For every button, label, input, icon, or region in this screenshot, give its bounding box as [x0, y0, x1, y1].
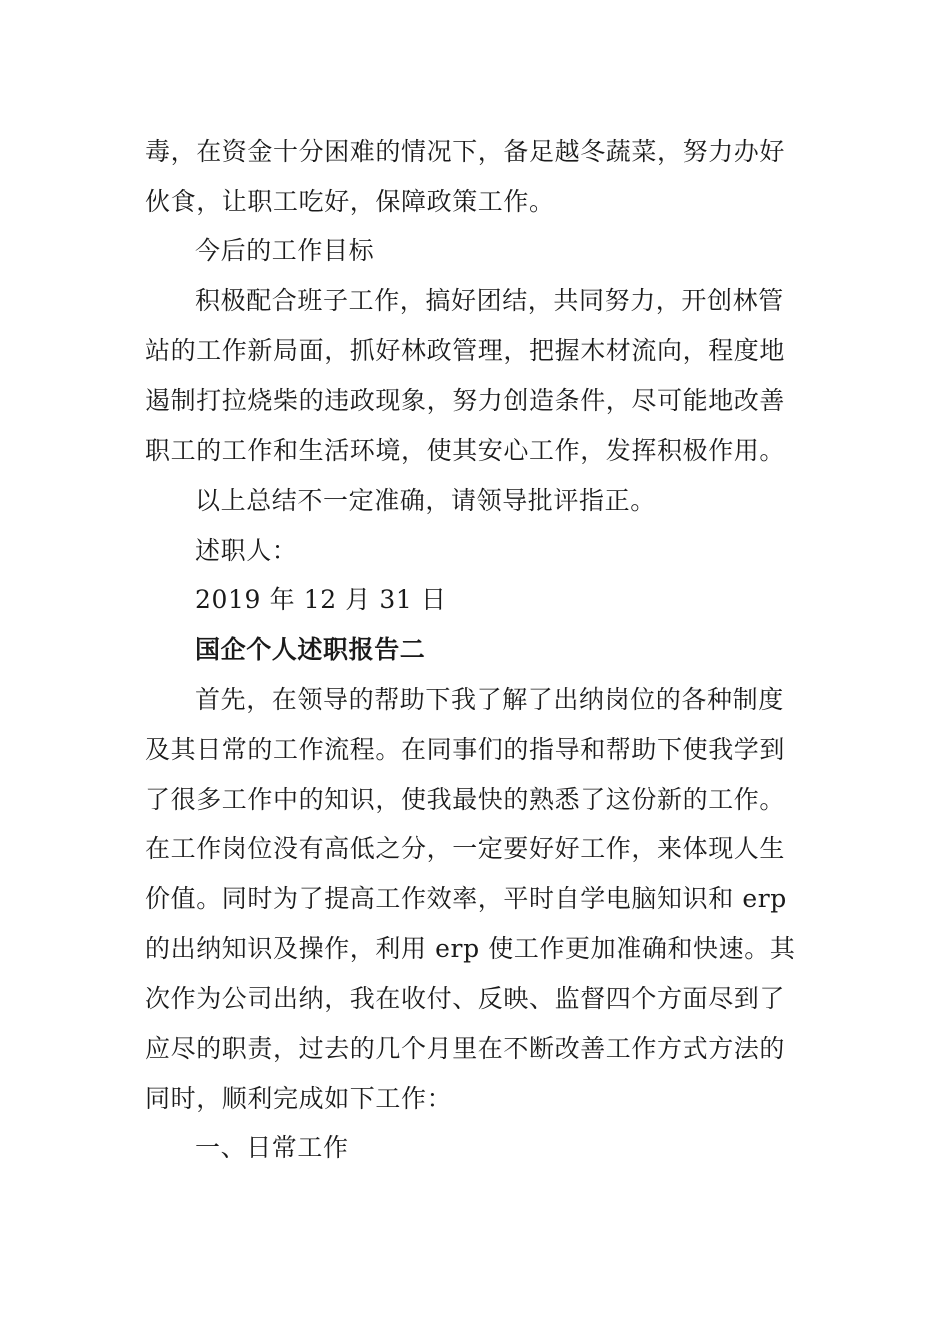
- body-text-line: 的出纳知识及操作，利用 erp 使工作更加准确和快速。其: [145, 934, 796, 963]
- body-text-line: 伙食，让职工吃好，保障政策工作。: [145, 187, 555, 216]
- report-title: 国企个人述职报告二: [195, 635, 426, 664]
- body-text-line: 首先，在领导的帮助下我了解了出纳岗位的各种制度: [195, 685, 784, 714]
- body-text-line: 同时，顺利完成如下工作：: [145, 1084, 453, 1113]
- signature-label: 述职人：: [195, 536, 298, 565]
- body-text-line: 了很多工作中的知识，使我最快的熟悉了这份新的工作。: [145, 785, 786, 814]
- body-text-line: 毒，在资金十分困难的情况下，备足越冬蔬菜，努力办好: [145, 137, 786, 166]
- body-text-line: 站的工作新局面，抓好林政管理，把握木材流向，程度地: [145, 336, 786, 365]
- body-text-line: 职工的工作和生活环境，使其安心工作，发挥积极作用。: [145, 436, 786, 465]
- body-text-line: 应尽的职责，过去的几个月里在不断改善工作方式方法的: [145, 1034, 786, 1063]
- signature-date: 2019 年 12 月 31 日: [195, 585, 447, 614]
- section-heading: 一、日常工作: [195, 1133, 349, 1162]
- body-text-line: 价值。同时为了提高工作效率，平时自学电脑知识和 erp: [145, 884, 787, 913]
- body-text-line: 以上总结不一定准确，请领导批评指正。: [195, 486, 656, 515]
- body-text-line: 次作为公司出纳，我在收付、反映、监督四个方面尽到了: [145, 984, 786, 1013]
- body-text-line: 及其日常的工作流程。在同事们的指导和帮助下使我学到: [145, 735, 786, 764]
- body-text-line: 积极配合班子工作，搞好团结，共同努力，开创林管: [195, 286, 784, 315]
- body-text-line: 在工作岗位没有高低之分，一定要好好工作，来体现人生: [145, 834, 786, 863]
- body-text-line: 遏制打拉烧柴的违政现象，努力创造条件，尽可能地改善: [145, 386, 786, 415]
- section-heading: 今后的工作目标: [195, 236, 375, 265]
